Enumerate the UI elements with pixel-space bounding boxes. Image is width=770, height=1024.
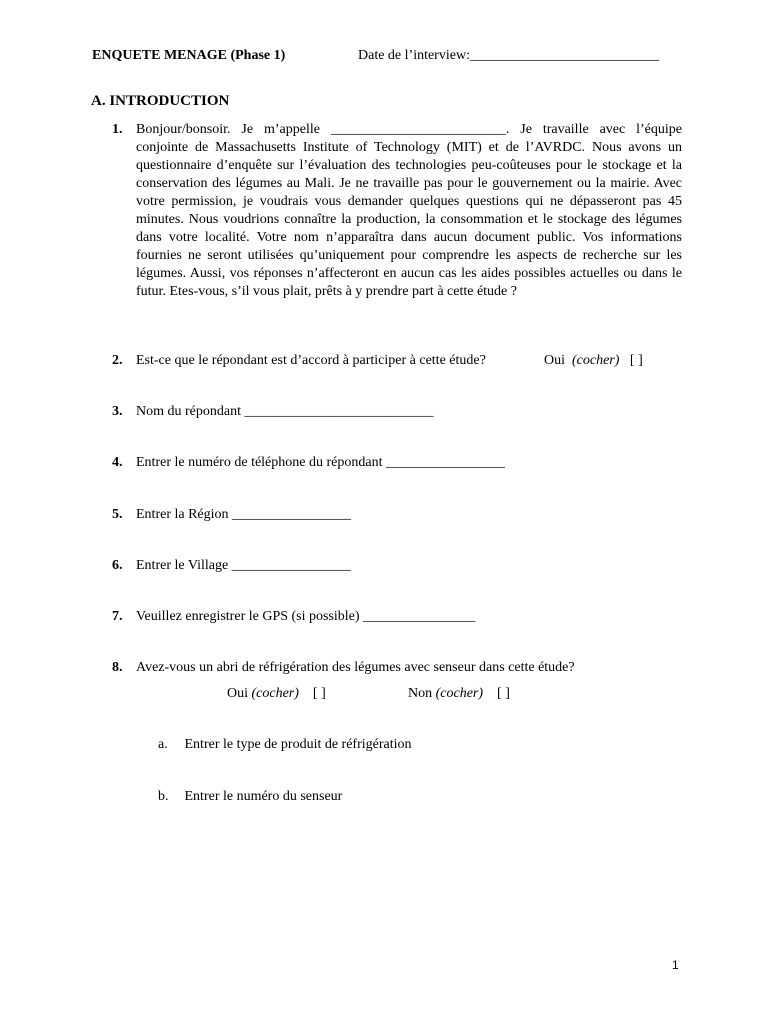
question-6	[112, 557, 682, 575]
village-field: Entrer le Village _________________	[136, 558, 351, 573]
question-2	[112, 352, 682, 370]
consent-checkbox[interactable]: [ ]	[629, 353, 643, 368]
subitem-letter: b.	[158, 789, 169, 804]
no-checkbox[interactable]: [ ]	[497, 686, 510, 701]
option-hint: (cocher)	[435, 686, 484, 701]
region-field: Entrer la Région _________________	[136, 507, 352, 522]
question-8	[112, 659, 682, 677]
subitem-a	[158, 736, 412, 754]
question-number: 4.	[112, 455, 123, 470]
question-1	[112, 121, 682, 301]
question-number: 1.	[112, 122, 123, 137]
gps-field: Veuillez enregistrer le GPS (si possible) ________________	[136, 609, 476, 624]
page-number: 1	[672, 958, 679, 972]
question-number: 7.	[112, 609, 123, 624]
subitem-b	[158, 788, 342, 806]
question-4	[112, 454, 682, 472]
sensor-number-field: Entrer le numéro du senseur	[184, 789, 343, 804]
option-no	[408, 685, 510, 703]
question-number: 6.	[112, 558, 123, 573]
question-text: Bonjour/bonsoir. Je m’appelle _________________________. Je travaille avec l’équipe conjointe de Massachusetts Institute of Technology (MIT) et de l’AVRDC. Nous avons un questionnaire d’enquête sur l’évaluation des technologies peu-coûteuses pour le stockage et la conservation des légumes au Mali. Je ne travaille pas pour le gouvernement ou la mairie. Avec votre permission, je voudrais vous demander quelques questions qui ne dépasseront pas 45 minutes. Nous voudrions connaître la production, la consommation et le stockage des légumes dans votre localité. Votre nom n’apparaîtra dans aucun document public. Vos informations fournies ne seront utilisées qu’uniquement pour comprendre les aspects de recherche sur les légumes. Aussi, vos réponses n’affecteront en aucun cas les aides possibles actuelles ou dans le futur. Etes-vous, s’il vous plait, prêts à y prendre part à cette étude ?	[136, 122, 682, 299]
option-hint: (cocher)	[572, 353, 620, 368]
question-number: 2.	[112, 353, 123, 368]
question-text: Avez-vous un abri de réfrigération des légumes avec senseur dans cette étude?	[136, 660, 575, 675]
question-text: Est-ce que le répondant est d’accord à participer à cette étude?	[136, 353, 486, 368]
option-label: Non	[408, 686, 433, 701]
question-5	[112, 506, 682, 524]
question-number: 3.	[112, 404, 123, 419]
option-label: Oui	[227, 686, 248, 701]
phone-number-field: Entrer le numéro de téléphone du répondant _________________	[136, 455, 505, 470]
page-header	[92, 47, 692, 65]
question-number: 5.	[112, 507, 123, 522]
refrigeration-type-field: Entrer le type de produit de réfrigération	[184, 737, 412, 752]
option-yes	[227, 686, 326, 701]
consent-option	[544, 352, 643, 370]
yes-checkbox[interactable]: [ ]	[312, 686, 326, 701]
subitem-letter: a.	[158, 737, 168, 752]
respondent-name-field: Nom du répondant ___________________________	[136, 404, 434, 419]
option-hint: (cocher)	[251, 686, 299, 701]
survey-phase: (Phase 1)	[230, 48, 286, 63]
question-7	[112, 608, 682, 626]
interview-date-field: Date de l’interview:___________________________	[358, 48, 659, 63]
question-number: 8.	[112, 660, 123, 675]
question-3	[112, 403, 682, 421]
survey-title: ENQUETE MENAGE	[92, 48, 227, 63]
question-8-options	[227, 685, 510, 703]
option-label: Oui	[544, 353, 565, 368]
section-title: A. INTRODUCTION	[91, 93, 230, 109]
